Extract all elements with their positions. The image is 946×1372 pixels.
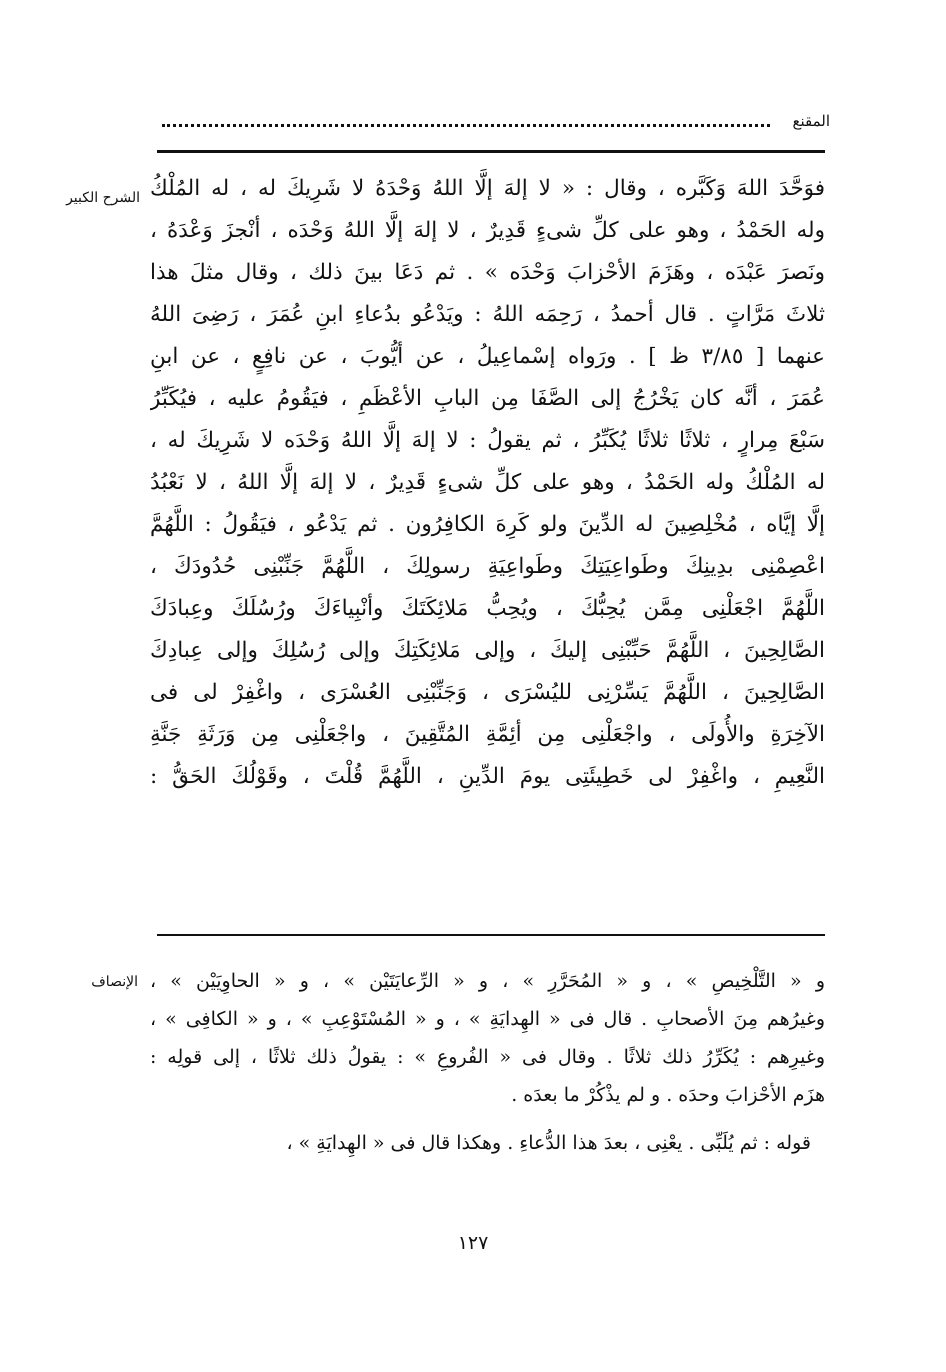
main-line: سَبْعَ مِرارٍ ، ثلاثًا ثلاثًا يُكَبِّرُ ، ثم يقولُ : لا إلهَ إلَّا اللهُ وَحْدَه لا شَرِيكَ له ، xyxy=(150,428,825,453)
insaf-paragraph-start: قوله : ثم يُلَبِّى . يعْنِى ، بعدَ هذا الدُّعاءِ . وهكذا قال فى « الهِدايَةِ » ، xyxy=(286,1132,811,1154)
insaf-line: وغيرِهم : يُكَرِّرُ ذلك ثلاثًا . وقال فى « الفُروعِ » : يقولُ ذلك ثلاثًا ، إلى قولِه : xyxy=(150,1046,825,1068)
insaf-line: هزَم الأحْزابَ وحدَه . و لم يذْكُرْ ما بعدَه . xyxy=(511,1084,825,1106)
running-title: المقنع xyxy=(792,112,830,130)
page-number: ١٢٧ xyxy=(457,1232,489,1254)
main-line: وله الحَمْدُ ، وهو على كلِّ شىءٍ قَدِيرٌ ، لا إلهَ إلَّا اللهُ وَحْدَه ، أنْجزَ وَعْدَهُ ، xyxy=(150,218,825,243)
main-line: له المُلْكُ وله الحَمْدُ ، وهو على كلِّ شىءٍ قَدِيرٌ ، لا إلهَ إلَّا اللهُ ، لا نَعْبُدُ xyxy=(150,470,825,495)
side-label-sharh: الشرح الكبير xyxy=(66,190,140,206)
main-line: الصَّالِحِينَ ، اللَّهُمَّ يَسِّرْنِى لليُسْرَى ، وَجَنِّبْنِى العُسْرَى ، واغْفِرْ لى فى xyxy=(150,680,825,705)
header-rule xyxy=(157,150,825,153)
side-label-insaf: الإنصاف xyxy=(91,974,138,990)
dot-leader xyxy=(162,124,770,127)
main-line: إلَّا إيَّاه ، مُخْلِصِينَ له الدِّينَ ولو كَرِهَ الكافِرُون . ثم يَدْعُو ، فيَقُولُ : اللَّهُمَّ xyxy=(150,512,825,537)
main-text-block xyxy=(150,168,825,924)
main-line: فوَحَّدَ اللهَ وَكَبَّره ، وقال : « لا إلهَ إلَّا اللهُ وَحْدَهُ لا شَرِيكَ له ، له المُلْكُ xyxy=(150,176,825,201)
main-line: اللَّهُمَّ اجْعَلْنِى مِمَّن يُحِبُّكَ ، ويُحِبُّ مَلائِكَتَكَ وأنْبِياءَكَ ورُسُلَكَ وعِبادَكَ xyxy=(150,596,825,621)
main-line: عنهما [ ٣/٨٥ ظ ] . ورَواه إسْماعِيلُ ، عن أيُّوبَ ، عن نافِعٍ ، عن ابنِ xyxy=(150,344,825,369)
main-line: ونَصرَ عَبْدَه ، وهَزَمَ الأحْزابَ وَحْدَه » . ثم دَعَا بينَ ذلك ، وقال مثلَ هذا xyxy=(150,260,825,285)
main-line: النَّعِيمِ ، واغْفِرْ لى خَطِيئَتِى يومَ الدِّينِ ، اللَّهُمَّ قُلْتَ ، وقَوْلُكَ الحَقُّ : xyxy=(150,764,825,789)
main-line: عُمَرَ ، أنَّه كان يَخْرُجُ إلى الصَّفَا مِن البابِ الأعْظَمِ ، فيَقُومُ عليه ، فيُكَبِّرُ xyxy=(150,386,825,411)
insaf-line: وغيرُهم مِنَ الأصحابِ . قال فى « الهِدايَةِ » ، و « المُسْتَوْعِبِ » ، و « الكافِى » ، xyxy=(150,1008,825,1030)
insaf-line: و « التَّلْخِيصِ » ، و « المُحَرَّرِ » ، و « الرِّعايَتَيْن » ، و « الحاوِيَيْن » ، xyxy=(150,970,825,992)
main-line: ثلاثَ مَرَّاتٍ . قال أحمدُ ، رَحِمَه اللهُ : ويَدْعُو بدُعاءِ ابنِ عُمَرَ ، رَضِىَ اللهُ xyxy=(150,302,825,327)
page-header xyxy=(60,110,830,150)
main-line: اعْصِمْنِى بدِينِكَ وطَواعِيَتِكَ وطَواعِيَةِ رسولِكَ ، اللَّهُمَّ جَنِّبْنِى حُدُودَكَ ، xyxy=(150,554,825,579)
section-divider xyxy=(157,934,825,936)
main-line: الآخِرَةِ والأُولَى ، واجْعَلْنِى مِن أئِمَّةِ المُتَّقِينَ ، واجْعَلْنِى مِن وَرَثَةِ جَنَّةِ xyxy=(150,722,825,747)
main-line: الصَّالِحِينَ ، اللَّهُمَّ حَبِّبْنِى إليكَ ، وإلى مَلائِكَتِكَ وإلى رُسُلِكَ وإلى عِبادِكَ xyxy=(150,638,825,663)
insaf-text-block xyxy=(150,962,825,1162)
